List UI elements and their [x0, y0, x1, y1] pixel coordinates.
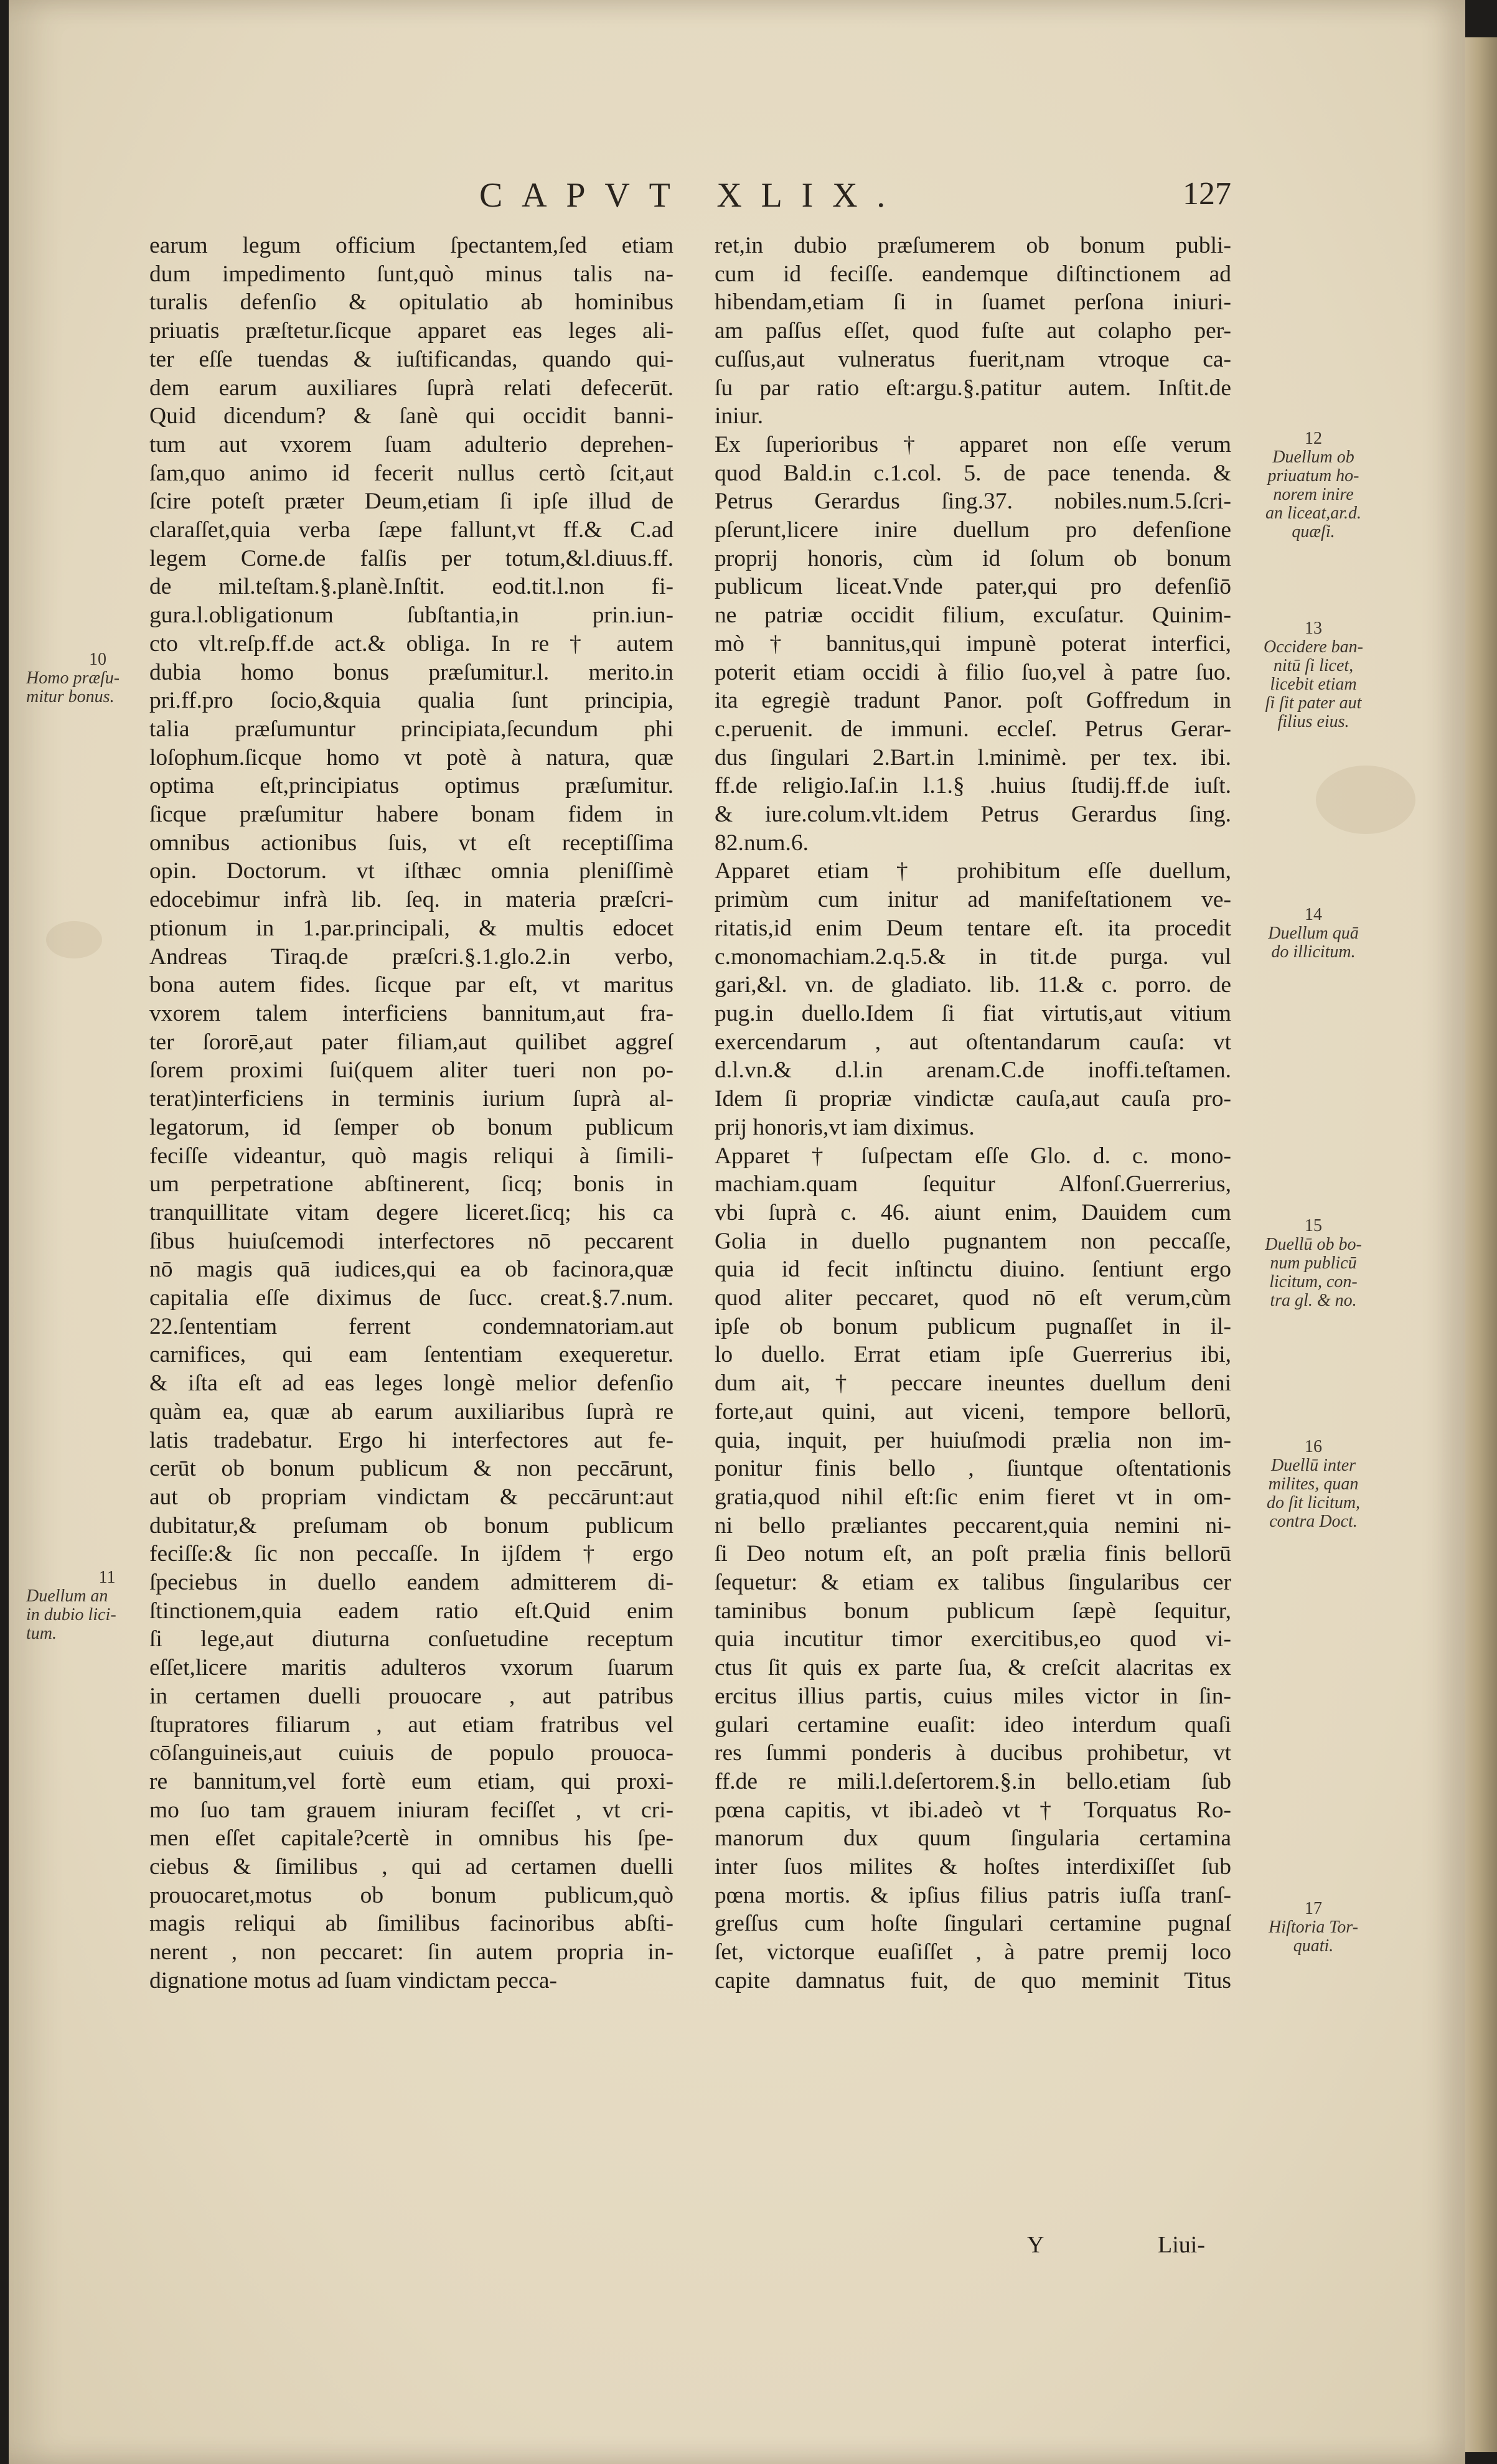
text-line: optima eſt,principiatus optimus præſumitur.: [149, 773, 673, 799]
margin-note: [1242, 429, 1385, 541]
margin-note-text: Occidere ban- nitū ſi licet, licebit etiam ſi ſit pater aut filius eius.: [1264, 637, 1363, 731]
margin-note-text: Homo præſu- mitur bonus.: [26, 668, 120, 706]
text-line: Quid dicendum? & ſanè qui occidit banni-: [149, 403, 673, 429]
text-line: ſorem proximi ſui(quem aliter tueri non po-: [149, 1057, 673, 1084]
text-line: feciſſe:& ſic non peccaſſe. In ijſdem † ergo: [149, 1541, 673, 1567]
text-line: Apparet † ſuſpectam eſſe Glo. d. c. mono-: [715, 1143, 1231, 1169]
text-line: pri.ff.pro ſocio,&quia qualia ſunt principia,: [149, 688, 673, 714]
text-line: dum impedimento ſunt,quò minus talis na-: [149, 261, 673, 287]
margin-note-text: Duellum quā do illicitum.: [1268, 924, 1359, 962]
text-line: de mil.teſtam.§.planè.Inſtit. eod.tit.l.non fi-: [149, 574, 673, 600]
margin-note-number: 13: [1305, 619, 1322, 638]
text-line: gura.l.obligationum ſubſtantia,in prin.iun-: [149, 602, 673, 629]
text-line: d.l.vn.& d.l.in arenam.C.de inoffi.teſtamen.: [715, 1057, 1231, 1084]
text-line: dubitatur,& preſumam ob bonum publicum: [149, 1512, 673, 1539]
text-line: ter ſororē,aut pater filiam,aut quilibet aggreſ: [149, 1029, 673, 1055]
text-line: quàm ea, quæ ab earum auxiliaribus ſuprà re: [149, 1398, 673, 1425]
margin-note-text: Duellum an in dubio lici- tum.: [26, 1586, 116, 1643]
text-line: feciſſe videantur, quò magis reliqui à ſimili-: [149, 1143, 673, 1169]
text-line: res ſummi ponderis à ducibus prohibetur, vt: [715, 1740, 1231, 1766]
text-line: c.monomachiam.2.q.5.& in tit.de purga. vul: [715, 944, 1231, 970]
text-line: ita egregiè tradunt Panor. poſt Goffredum in: [715, 688, 1231, 714]
margin-note-text: Duellū ob bo- num publicū licitum, con- tra gl. & no.: [1265, 1235, 1362, 1310]
text-line: ſicque præſumitur habere bonam fidem in: [149, 802, 673, 828]
text-line: & iure.colum.vlt.idem Petrus Gerardus ſing.: [715, 802, 1231, 828]
text-line: ipſe ob bonum publicum pugnaſſet in il-: [715, 1313, 1231, 1339]
page-edge: [1465, 37, 1497, 2452]
text-line: ſequetur: & etiam ex talibus ſingularibus cer: [715, 1570, 1231, 1596]
stain: [46, 921, 102, 958]
text-line: cum id feciſſe. eandemque diſtinctionem ad: [715, 261, 1231, 287]
text-line: gratia,quod nihil eſt:ſic enim fieret vt in om-: [715, 1484, 1231, 1510]
text-line: re bannitum,vel fortè eum etiam, qui proxi-: [149, 1768, 673, 1794]
text-line: ter eſſe tuendas & iuſtificandas, quando qui-: [149, 346, 673, 372]
text-line: ſibus huiuſcemodi interfectores nō peccarent: [149, 1228, 673, 1254]
text-line: cto vlt.reſp.ff.de act.& obliga. In re † autem: [149, 630, 673, 657]
text-line: gari,&l. vn. de gladiato. lib. 11.& c. porro. de: [715, 972, 1231, 998]
text-line: lo duello. Errat etiam ipſe Guerrerius ibi,: [715, 1342, 1231, 1368]
margin-note-text: Duellū inter milites, quan do ſit licitum, contra Doct.: [1266, 1456, 1361, 1531]
text-line: dus ſingulari 2.Bart.in l.minimè. per tex. ibi.: [715, 744, 1231, 771]
text-line: ſu par ratio eſt:argu.§.patitur autem. Inſtit.de: [715, 375, 1231, 401]
text-line: dubia homo bonus præſumitur.l. merito.in: [149, 659, 673, 685]
text-line: omnibus actionibus ſuis, vt eſt receptiſſima: [149, 830, 673, 856]
text-line: eſſet,licere maritis adulteros vxorum ſuarum: [149, 1655, 673, 1681]
text-line: ercitus illius partis, cuius miles victor in ſin-: [715, 1683, 1231, 1709]
right-text-column: [715, 232, 1231, 1995]
text-line: capitalia eſſe diximus de ſucc. creat.§.7.num.: [149, 1285, 673, 1311]
text-line: loſophum.ſicque homo vt potè à natura, quæ: [149, 744, 673, 771]
text-line: tranquillitate vitam degere liceret.ſicq; his ca: [149, 1199, 673, 1225]
text-line: dum ait, † peccare ineuntes duellum deni: [715, 1370, 1231, 1397]
text-line: capite damnatus fuit, de quo meminit Titus: [715, 1967, 1231, 1993]
text-line: nō magis quā iudices,qui ea ob facinora,quæ: [149, 1257, 673, 1283]
signature-mark: Y: [1027, 2232, 1044, 2258]
text-line: vbi ſuprà c. 46. aiunt enim, Dauidem cum: [715, 1199, 1231, 1225]
text-line: um perpetratione abſtinerent, ſicq; bonis in: [149, 1171, 673, 1197]
text-line: ſi lege,aut diuturna conſuetudine receptum: [149, 1626, 673, 1652]
text-line: priuatis præſtetur.ſicque apparet eas leges ali-: [149, 318, 673, 344]
text-line: mò † bannitus,qui impunè poterat interfici,: [715, 630, 1231, 657]
text-line: proprij honoris, cùm id ſolum ob bonum: [715, 545, 1231, 571]
text-line: ptionum in 1.par.principali, & multis edocet: [149, 915, 673, 941]
text-line: ponitur finis bello , ſiuntque oſtentationis: [715, 1456, 1231, 1482]
margin-note-number: 15: [1305, 1216, 1322, 1235]
text-line: ſet, victorque euaſiſſet , à patre premij loco: [715, 1939, 1231, 1965]
margin-note-text: Duellum ob priuatum ho- norem inire an liceat,ar.d. quæſi.: [1265, 447, 1361, 541]
text-line: Golia in duello pugnantem non peccaſſe,: [715, 1228, 1231, 1254]
text-line: claraſſet,quia verba ſæpe fallunt,vt ff.& C.ad: [149, 517, 673, 543]
margin-note: [1242, 1217, 1385, 1310]
text-line: primùm cum initur ad manifeſtationem ve-: [715, 887, 1231, 913]
text-line: edocebimur infrà lib. ſeq. in materia præſcri-: [149, 887, 673, 913]
text-line: vxorem talem interficiens bannitum,aut fra-: [149, 1000, 673, 1026]
text-line: magis reliqui ab ſimilibus facinoribus abſti-: [149, 1911, 673, 1937]
text-line: 82.num.6.: [715, 830, 809, 856]
text-line: prouocaret,motus ob bonum publicum,quò: [149, 1882, 673, 1908]
text-line: Andreas Tiraq.de præſcri.§.1.glo.2.in verbo,: [149, 944, 673, 970]
text-line: ſam,quo animo id fecerit nullus certò ſcit,aut: [149, 460, 673, 486]
margin-note-number: 10: [89, 650, 106, 669]
text-line: bona autem fides. ſicque par eſt, vt maritus: [149, 972, 673, 998]
text-line: tum aut vxorem ſuam adulterio deprehen-: [149, 431, 673, 457]
left-text-column: [149, 232, 673, 1995]
margin-note: [26, 650, 151, 706]
page-number: 127: [1183, 176, 1231, 212]
text-line: 22.ſententiam ferrent condemnatoriam.aut: [149, 1313, 673, 1339]
text-line: ret,in dubio præſumerem ob bonum publi-: [715, 233, 1231, 258]
text-line: ni bello præliantes peccarent,quia nemini ni-: [715, 1512, 1231, 1539]
margin-note-number: 17: [1305, 1899, 1322, 1918]
text-line: ff.de re mili.l.deſertorem.§.in bello.etiam ſub: [715, 1768, 1231, 1794]
text-line: legatorum, id ſemper ob bonum publicum: [149, 1114, 673, 1140]
text-line: ritatis,id enim Deum tentare eſt. ita procedit: [715, 915, 1231, 941]
text-line: pœna mortis. & ipſius filius patris iuſſa tranſ-: [715, 1882, 1231, 1908]
text-line: ciebus & ſimilibus , qui ad certamen duelli: [149, 1854, 673, 1880]
text-line: gulari certamine euaſit: ideo interdum quaſi: [715, 1712, 1231, 1738]
text-line: turalis defenſio & opitulatio ab hominibus: [149, 289, 673, 316]
text-line: latis tradebatur. Ergo hi interfectores aut fe-: [149, 1427, 673, 1453]
stain: [1316, 766, 1415, 834]
text-line: mo ſuo tam grauem iniuram feciſſet , vt cri-: [149, 1797, 673, 1823]
margin-note: [1242, 1438, 1385, 1531]
text-line: legem Corne.de falſis per totum,&l.diuus.ff.: [149, 545, 673, 571]
text-line: & iſta eſt ad eas leges longè melior defenſio: [149, 1370, 673, 1397]
margin-note: [26, 1568, 151, 1643]
text-line: pug.in duello.Idem ſi fiat virtutis,aut vitium: [715, 1000, 1231, 1026]
margin-note-number: 12: [1305, 429, 1322, 448]
margin-note-text: Hiſtoria Tor- quati.: [1269, 1918, 1358, 1956]
catchword: Liui-: [1158, 2232, 1205, 2258]
text-line: poterit etiam occidi à filio ſuo,vel à patre ſuo.: [715, 659, 1231, 685]
text-line: dignatione motus ad ſuam vindictam pecca-: [149, 1967, 558, 1993]
text-line: hibendam,etiam ſi in ſuamet perſona iniuri-: [715, 289, 1231, 316]
text-line: quia, inquit, per huiuſmodi prælia non im-: [715, 1427, 1231, 1453]
text-line: quia id fecit inſtinctu diuino. ſentiunt ergo: [715, 1257, 1231, 1283]
margin-note-number: 16: [1305, 1437, 1322, 1456]
text-line: Petrus Gerardus ſing.37. nobiles.num.5.ſcri-: [715, 489, 1231, 515]
text-line: quod Bald.in c.1.col. 5. de pace tenenda. &: [715, 460, 1231, 486]
text-line: cerūt ob bonum publicum & non peccārunt,: [149, 1456, 673, 1482]
text-line: greſſus cum hoſte ſingulari certamine pugnaſ: [715, 1911, 1231, 1937]
text-line: ff.de religio.Iaſ.in l.1.§ .huius ſtudij.ff.de iuſt.: [715, 773, 1231, 799]
text-line: exercendarum , aut oſtentandarum cauſa: vt: [715, 1029, 1231, 1055]
margin-note: [1242, 619, 1385, 731]
text-line: nerent , non peccaret: ſin autem propria in-: [149, 1939, 673, 1965]
text-line: c.peruenit. de immuni. eccleſ. Petrus Gerar-: [715, 716, 1231, 742]
text-line: publicum liceat.Vnde pater,qui pro defenſiō: [715, 574, 1231, 600]
text-line: aut ob propriam vindictam & peccārunt:aut: [149, 1484, 673, 1510]
text-line: forte,aut quini, aut viceni, tempore bellorū,: [715, 1398, 1231, 1425]
text-line: opin. Doctorum. vt iſthæc omnia pleniſſimè: [149, 858, 673, 884]
text-line: quia incutitur timor exercitibus,eo quod vi-: [715, 1626, 1231, 1652]
text-line: taminibus bonum publicum ſæpè ſequitur,: [715, 1598, 1231, 1624]
text-line: men eſſet capitale?certè in omnibus his ſpe-: [149, 1825, 673, 1852]
text-line: inter ſuos milites & hoſtes interdixiſſet ſub: [715, 1854, 1231, 1880]
text-line: iniur.: [715, 403, 764, 429]
text-line: manorum dux quum ſingularia certamina: [715, 1825, 1231, 1852]
text-line: terat)interficiens in terminis iurium ſuprà al-: [149, 1086, 673, 1112]
running-head: CAPVT XLIX.: [479, 176, 905, 215]
text-line: cōſanguineis,aut cuiuis de populo prouoca-: [149, 1740, 673, 1766]
text-line: pœna capitis, vt ibi.adeò vt † Torquatus Ro-: [715, 1797, 1231, 1823]
text-line: ſtinctionem,quia eadem ratio eſt.Quid enim: [149, 1598, 673, 1624]
text-line: Idem ſi propriæ vindictæ cauſa,aut cauſa pro-: [715, 1086, 1231, 1112]
text-line: prij honoris,vt iam diximus.: [715, 1114, 975, 1140]
text-line: Ex ſuperioribus † apparet non eſſe verum: [715, 431, 1231, 457]
text-line: dem earum auxiliares ſuprà relati defecerūt.: [149, 375, 673, 401]
text-line: carnifices, qui eam ſententiam exequeretur.: [149, 1342, 673, 1368]
text-line: talia præſumuntur principiata,ſecundum phi: [149, 716, 673, 742]
text-line: in certamen duelli prouocare , aut patribus: [149, 1683, 673, 1709]
text-line: quod aliter peccaret, quod nō eſt verum,cùm: [715, 1285, 1231, 1311]
text-line: ſtupratores filiarum , aut etiam fratribus vel: [149, 1712, 673, 1738]
text-line: am paſſus eſſet, quod fuſte aut colapho per-: [715, 318, 1231, 344]
text-line: pſerunt,licere inire duellum pro defenſione: [715, 517, 1231, 543]
text-line: ſi Deo notum eſt, an poſt prælia finis bellorū: [715, 1541, 1231, 1567]
text-line: ctus ſit quis ex parte ſua, & creſcit alacritas ex: [715, 1655, 1231, 1681]
margin-note: [1242, 906, 1385, 962]
margin-note: [1242, 1900, 1385, 1956]
text-line: ne patriæ occidit filium, excuſatur. Quinim-: [715, 602, 1231, 629]
text-line: machiam.quam ſequitur Alfonſ.Guerrerius,: [715, 1171, 1231, 1197]
margin-note-number: 14: [1305, 905, 1322, 924]
text-line: cuſſus,aut vulneratus fuerit,nam vtroque ca-: [715, 346, 1231, 372]
text-line: ſpeciebus in duello eandem admitterem di-: [149, 1570, 673, 1596]
text-line: Apparet etiam † prohibitum eſſe duellum,: [715, 858, 1231, 884]
margin-note-number: 11: [98, 1568, 116, 1587]
text-line: earum legum officium ſpectantem,ſed etiam: [149, 233, 673, 258]
text-line: ſcire poteſt præter Deum,etiam ſi ipſe illud de: [149, 489, 673, 515]
